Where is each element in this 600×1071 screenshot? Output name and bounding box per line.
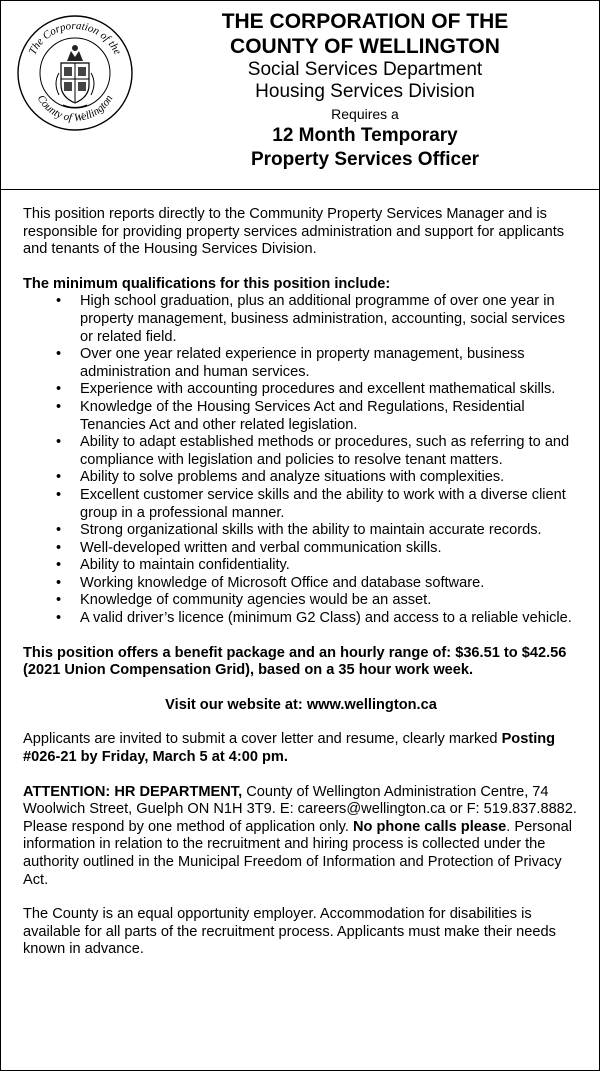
bullet-icon: • <box>56 346 62 363</box>
job-title-line2: Property Services Officer <box>250 149 480 170</box>
qualification-text: A valid driver’s licence (minimum G2 Class) and access to a reliable vehicle. <box>80 610 572 627</box>
qualification-item <box>23 610 579 628</box>
equal-opportunity-paragraph: The County is an equal opportunity employer. Accommodation for disabilities is available for all parts of the recruitment process. Applicants must make their needs known in advance. <box>23 906 556 958</box>
qualification-item <box>23 557 579 575</box>
department-name: Social Services Department <box>247 59 483 80</box>
qualification-text: Well-developed written and verbal communication skills. <box>80 539 442 556</box>
qualification-item <box>23 346 579 381</box>
bullet-icon: • <box>56 574 62 591</box>
apply-text: Applicants are invited to submit a cover letter and resume, clearly marked <box>23 731 502 748</box>
qualification-item <box>23 434 579 469</box>
posting-body <box>23 206 579 959</box>
no-calls-notice: No phone calls please <box>352 818 507 835</box>
website-line: Visit our website at: www.wellington.ca <box>165 696 437 713</box>
intro-paragraph: This position reports directly to the Community Property Services Manager and is responsible for providing property services administration and support for applicants and tenants of the Housing Services Division. <box>23 206 565 258</box>
bullet-icon: • <box>56 592 62 609</box>
qualification-text: Excellent customer service skills and the ability to work with a diverse client group in a professional manner. <box>80 486 566 521</box>
requires-text: Requires a <box>331 106 399 122</box>
bullet-icon: • <box>56 486 62 503</box>
bullet-icon: • <box>56 539 62 556</box>
posting-header <box>1 1 599 190</box>
posting-deadline: Posting #026-21 by Friday, March 5 at 4:00 pm. <box>23 731 556 766</box>
privacy-text: . Personal information in relation to the recruitment and hiring process is collected under the authority outlined in the Municipal Freedom of Information and Protection of Privacy Act. <box>23 818 572 888</box>
qualification-text: Ability to adapt established methods or procedures, such as referring to and compliance with legislation and policies to resolve tenant matters. <box>80 434 570 468</box>
division-name: Housing Services Division <box>255 81 475 102</box>
qualification-text: Working knowledge of Microsoft Office and database software. <box>80 574 485 591</box>
qualification-text: Knowledge of community agencies would be an asset. <box>80 592 432 609</box>
qualification-text: Ability to maintain confidentiality. <box>80 557 290 574</box>
qualifications-heading: The minimum qualifications for this position include: <box>23 275 391 292</box>
bullet-icon: • <box>56 469 62 486</box>
qualification-item <box>23 469 579 487</box>
qualification-item <box>23 487 579 522</box>
qualifications-list <box>23 293 579 627</box>
qualification-item <box>23 381 579 399</box>
bullet-icon: • <box>56 381 62 398</box>
attention-paragraph <box>23 784 579 890</box>
job-title-line1: 12 Month Temporary <box>272 125 458 146</box>
qualification-item <box>23 592 579 610</box>
apply-paragraph <box>23 731 579 766</box>
bullet-icon: • <box>56 434 62 451</box>
qualification-text: Strong organizational skills with the ability to maintain accurate records. <box>80 522 542 539</box>
seal-text-bottom: County of Wellington <box>34 93 116 125</box>
qualification-item <box>23 540 579 558</box>
header-text <box>151 9 579 171</box>
bullet-icon: • <box>56 610 62 627</box>
qualification-text: Experience with accounting procedures and excellent mathematical skills. <box>80 381 556 398</box>
org-name-line1: THE CORPORATION OF THE <box>221 10 509 33</box>
bullet-icon: • <box>56 398 62 415</box>
qualification-item <box>23 522 579 540</box>
bullet-icon: • <box>56 293 62 310</box>
qualification-text: Ability to solve problems and analyze situations with complexities. <box>80 469 505 486</box>
qualification-text: Knowledge of the Housing Services Act and Regulations, Residential Tenancies Act and other related legislation. <box>80 398 525 433</box>
org-name-line2: COUNTY OF WELLINGTON <box>230 35 500 58</box>
qualification-item <box>23 399 579 434</box>
seal-text-top: The Corporation of the <box>26 19 124 57</box>
bullet-icon: • <box>56 557 62 574</box>
qualification-text: High school graduation, plus an additional programme of over one year in property management, business administration, accounting, social services or related field. <box>80 293 566 345</box>
benefit-paragraph: This position offers a benefit package and an hourly range of: $36.51 to $42.56 (2021 Union Compensation Grid), based on a 35 hour work week. <box>23 644 567 679</box>
attention-text: County of Wellington Administration Centre, 74 Woolwich Street, Guelph ON N1H 3T9. E: careers@wellington.ca or F: 519.837.8882. Please respond by one method of application only. <box>23 783 577 835</box>
qualification-text: Over one year related experience in property management, business administration and human services. <box>80 346 525 380</box>
bullet-icon: • <box>56 522 62 539</box>
qualification-item <box>23 575 579 593</box>
qualification-item <box>23 293 579 346</box>
county-seal-icon <box>15 13 135 133</box>
attention-label: ATTENTION: HR DEPARTMENT, <box>23 783 243 800</box>
